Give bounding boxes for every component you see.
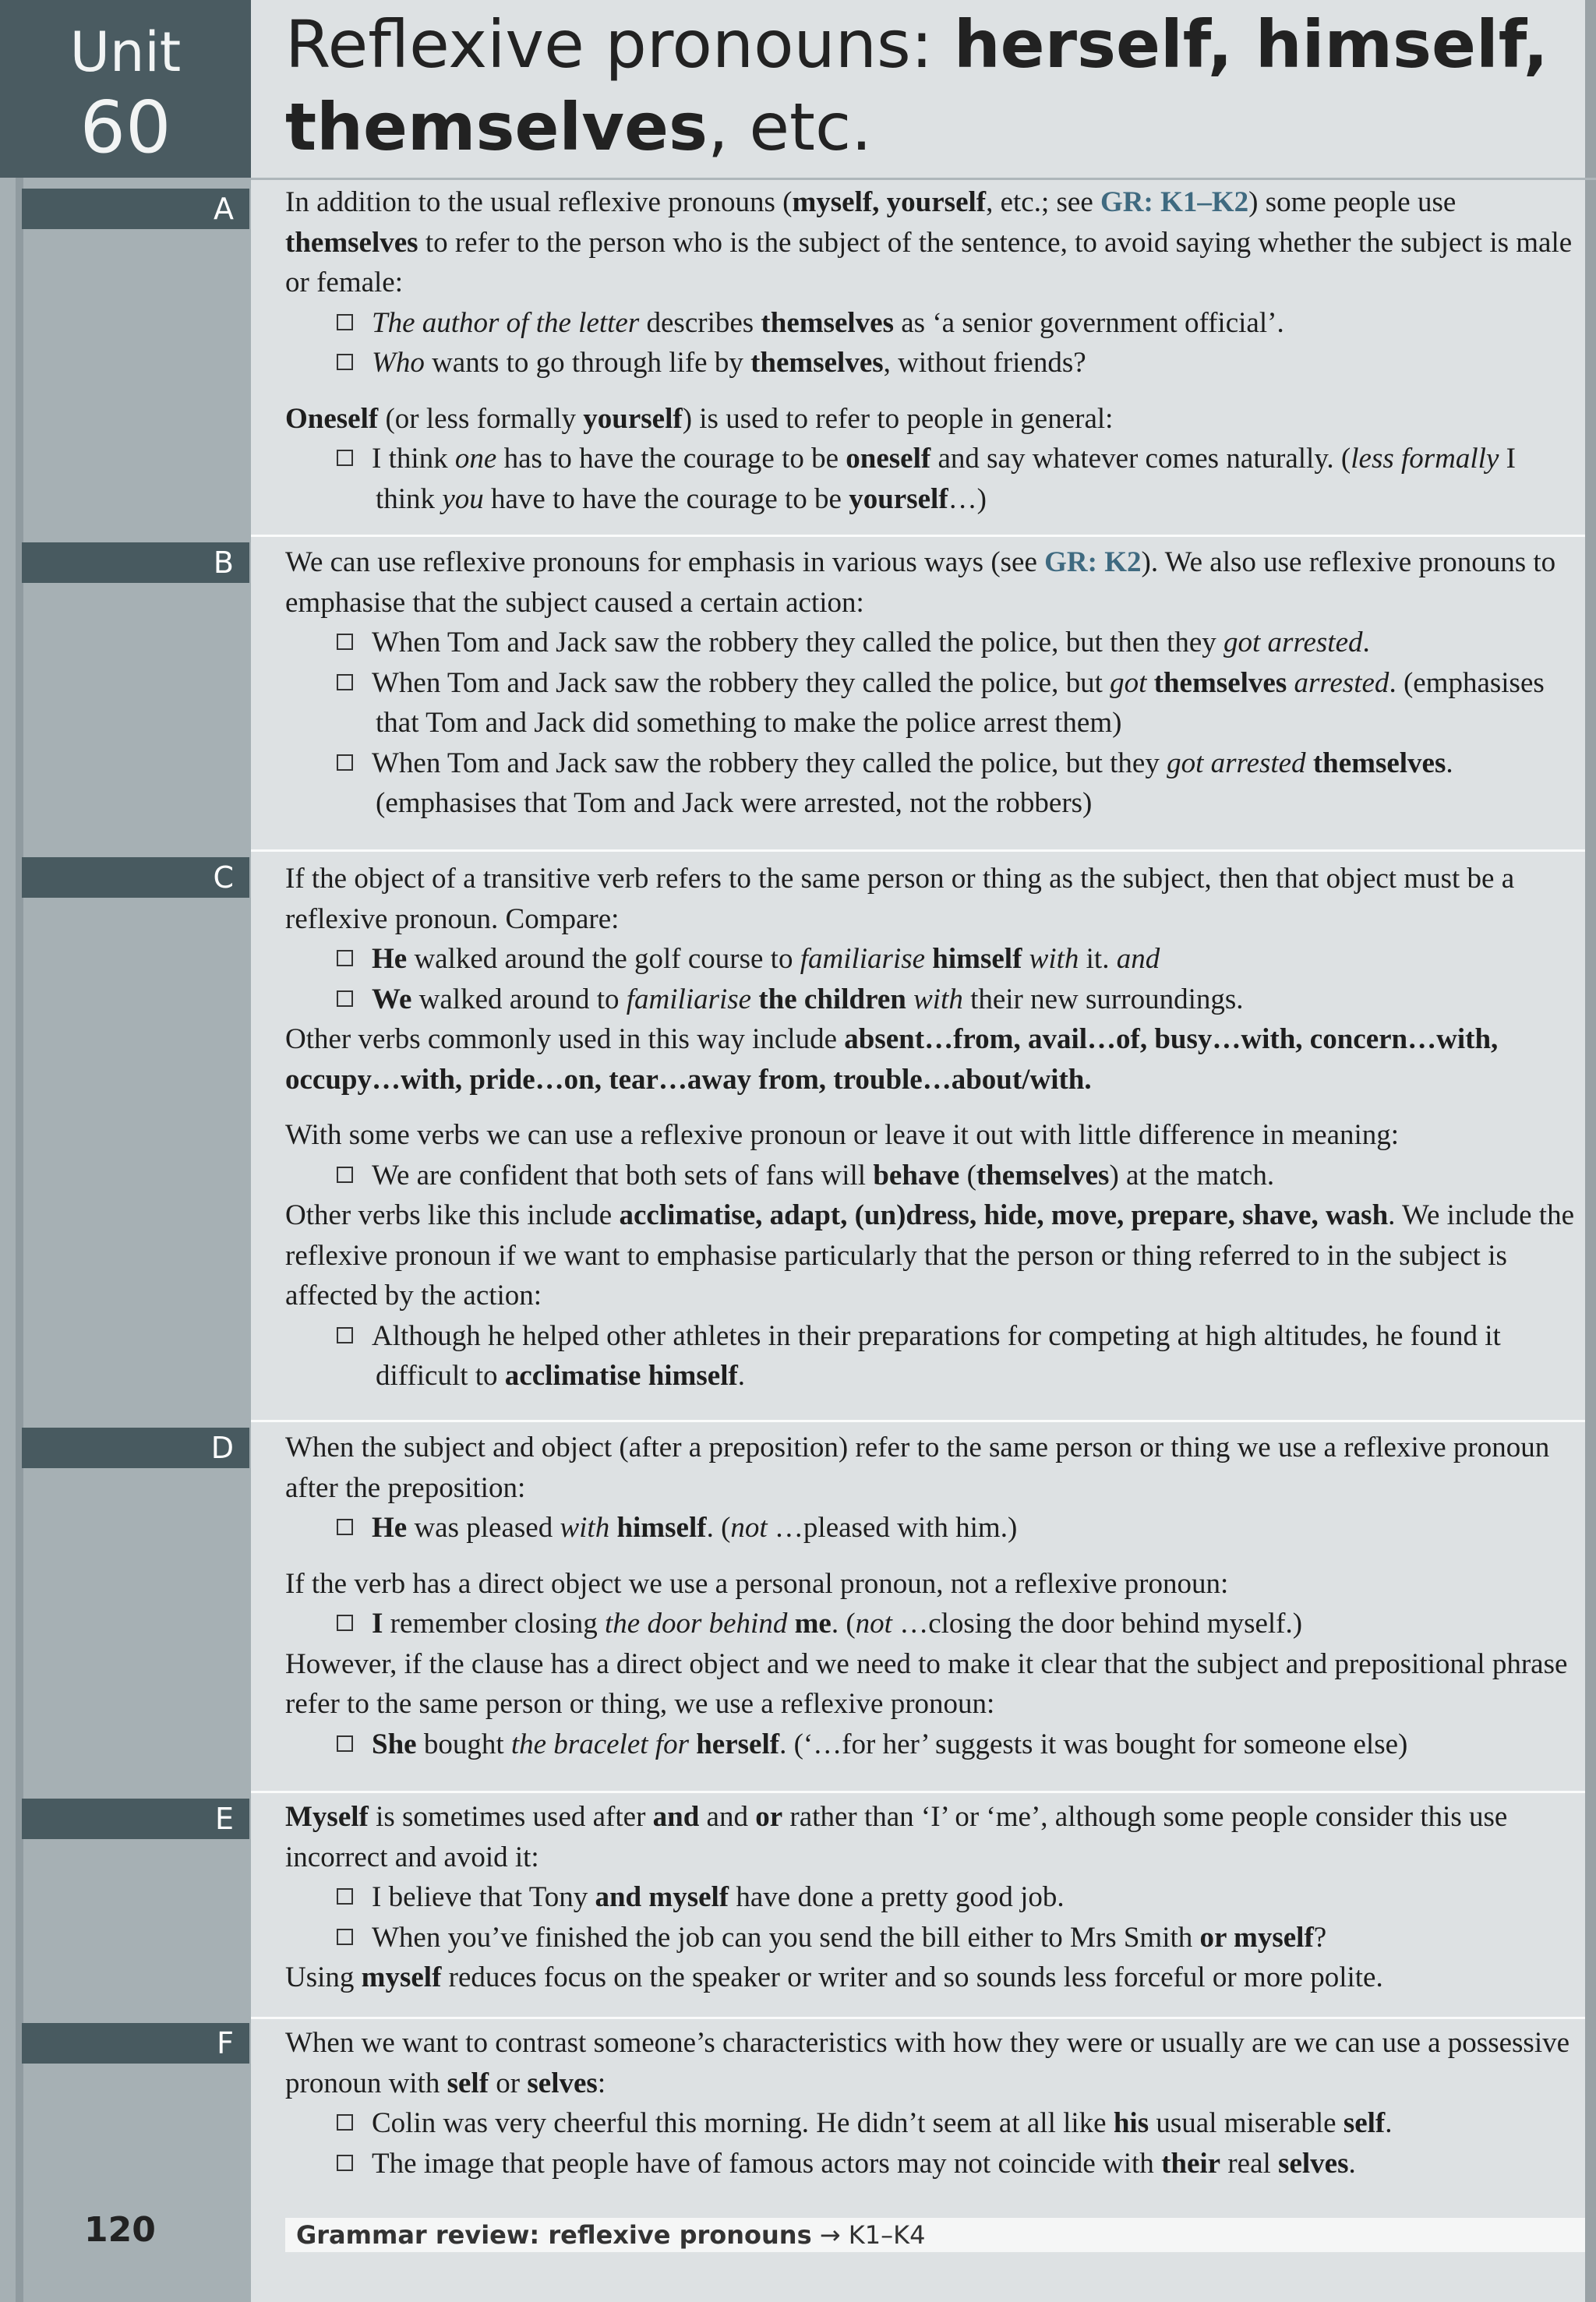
page-number: 120 <box>84 2210 156 2250</box>
checkbox-bullet-icon <box>337 450 353 466</box>
section-f <box>285 2023 1579 2184</box>
example-item: We are confident that both sets of fans will behave (themselves) at the match. <box>285 1156 1579 1196</box>
section-divider <box>251 1791 1585 1793</box>
example-item: She bought the bracelet for herself. (‘…for her’ suggests it was bought for someone else) <box>285 1725 1579 1765</box>
example-item: The author of the letter describes themselves as ‘a senior government official’. <box>285 303 1579 344</box>
grammar-review-link[interactable]: Grammar review: reflexive pronouns → K1–K4 <box>285 2218 1585 2252</box>
title-divider <box>251 178 1596 180</box>
section-a-oneself: Oneself (or less formally yourself) is used to refer to people in general: <box>285 402 1114 435</box>
checkbox-bullet-icon <box>337 2114 353 2131</box>
checkbox-bullet-icon <box>337 1519 353 1535</box>
section-label-b: B <box>22 542 249 583</box>
section-e-note: Using myself reduces focus on the speaker or writer and so sounds less forceful or more polite. <box>285 1961 1383 1993</box>
example-item: He was pleased with himself. (not …pleased with him.) <box>285 1508 1579 1548</box>
unit-number: 60 <box>79 86 171 169</box>
page-title: Reflexive pronouns: herself, himself, themselves, etc. <box>285 6 1548 165</box>
checkbox-bullet-icon <box>337 354 353 370</box>
section-label-d: D <box>22 1428 249 1468</box>
page-edge-shadow <box>1585 0 1596 2302</box>
section-c-other-verbs: Other verbs like this include acclimatise, adapt, (un)dress, hide, move, prepare, shave, wash. We include the reflexive pronoun if we want to emphasise particularly that the person or thing referred to in the subject is affected by the action: <box>285 1199 1574 1312</box>
section-divider <box>251 535 1585 537</box>
section-divider <box>251 2017 1585 2019</box>
sidebar-shade <box>16 178 23 2302</box>
checkbox-bullet-icon <box>337 2155 353 2171</box>
example-item: I believe that Tony and myself have done a pretty good job. <box>285 1877 1579 1918</box>
checkbox-bullet-icon <box>337 1167 353 1183</box>
example-item: When Tom and Jack saw the robbery they called the police, but then they got arrested. <box>285 623 1579 663</box>
example-item: When Tom and Jack saw the robbery they called the police, but they got arrested themselves. (emphasises that Tom and Jack were arrested, not the robbers) <box>285 743 1579 824</box>
checkbox-bullet-icon <box>337 990 353 1007</box>
checkbox-bullet-icon <box>337 1929 353 1945</box>
section-c-optional: With some verbs we can use a reflexive pronoun or leave it out with little difference in meaning: <box>285 1119 1400 1151</box>
checkbox-bullet-icon <box>337 754 353 771</box>
checkbox-bullet-icon <box>337 634 353 650</box>
section-b-intro: We can use reflexive pronouns for emphasis in various ways (see GR: K2). We also use reflexive pronouns to emphasise that the subject caused a certain action: <box>285 546 1556 619</box>
section-e-intro: Myself is sometimes used after and and or rather than ‘I’ or ‘me’, although some people consider this use incorrect and avoid it: <box>285 1801 1508 1873</box>
section-f-intro: When we want to contrast someone’s characteristics with how they were or usually are we can use a possessive pronoun with self or selves: <box>285 2027 1570 2099</box>
checkbox-bullet-icon <box>337 1615 353 1631</box>
checkbox-bullet-icon <box>337 950 353 966</box>
section-e <box>285 1797 1579 1998</box>
section-c <box>285 859 1579 1396</box>
example-item: I think one has to have the courage to be oneself and say whatever comes naturally. (less formally I think you have to have the courage to be yourself…) <box>285 439 1579 519</box>
sidebar <box>0 0 251 2302</box>
section-c-verbs: Other verbs commonly used in this way include absent…from, avail…of, busy…with, concern…with, occupy…with, pride…on, tear…away from, trouble…about/with. <box>285 1023 1499 1096</box>
checkbox-bullet-icon <box>337 1888 353 1905</box>
section-d-however: However, if the clause has a direct object and we need to make it clear that the subject and prepositional phrase refer to the same person or thing, we use a reflexive pronoun: <box>285 1647 1568 1720</box>
section-label-f: F <box>22 2023 249 2064</box>
section-a-intro: In addition to the usual reflexive pronouns (myself, yourself, etc.; see GR: K1–K2) some people use themselves to refer to the person who is the subject of the sentence, to avoid saying whether the subject is male or female: <box>285 186 1573 298</box>
section-label-c: C <box>22 857 249 898</box>
section-d <box>285 1428 1579 1764</box>
example-item: Although he helped other athletes in their preparations for competing at high altitudes, he found it difficult to acclimatise himself. <box>285 1316 1579 1396</box>
checkbox-bullet-icon <box>337 1327 353 1343</box>
checkbox-bullet-icon <box>337 1735 353 1752</box>
example-item: When you’ve finished the job can you send the bill either to Mrs Smith or myself? <box>285 1918 1579 1958</box>
section-label-e: E <box>22 1799 249 1839</box>
section-divider <box>251 1420 1585 1422</box>
checkbox-bullet-icon <box>337 314 353 330</box>
section-a <box>285 182 1579 519</box>
section-d-intro: When the subject and object (after a preposition) refer to the same person or thing we use a reflexive pronoun after the preposition: <box>285 1432 1550 1504</box>
example-item: We walked around to familiarise the children with their new surroundings. <box>285 980 1579 1020</box>
section-divider <box>251 849 1585 852</box>
example-item: The image that people have of famous actors may not coincide with their real selves. <box>285 2144 1579 2184</box>
section-label-a: A <box>22 189 249 229</box>
section-b <box>285 542 1579 824</box>
section-d-direct-object: If the verb has a direct object we use a personal pronoun, not a reflexive pronoun: <box>285 1567 1229 1600</box>
example-item: Who wants to go through life by themselves, without friends? <box>285 343 1579 383</box>
checkbox-bullet-icon <box>337 674 353 690</box>
section-c-intro: If the object of a transitive verb refers to the same person or thing as the subject, then that object must be a reflexive pronoun. Compare: <box>285 863 1515 935</box>
example-item: Colin was very cheerful this morning. He didn’t seem at all like his usual miserable self. <box>285 2103 1579 2144</box>
arrow-right-icon: → <box>819 2220 841 2250</box>
example-item: I remember closing the door behind me. (not …closing the door behind myself.) <box>285 1604 1579 1644</box>
unit-label: Unit <box>69 20 182 84</box>
example-item: When Tom and Jack saw the robbery they called the police, but got themselves arrested. (emphasises that Tom and Jack did something to make the police arrest them) <box>285 663 1579 743</box>
example-item: He walked around the golf course to familiarise himself with it. and <box>285 939 1579 980</box>
